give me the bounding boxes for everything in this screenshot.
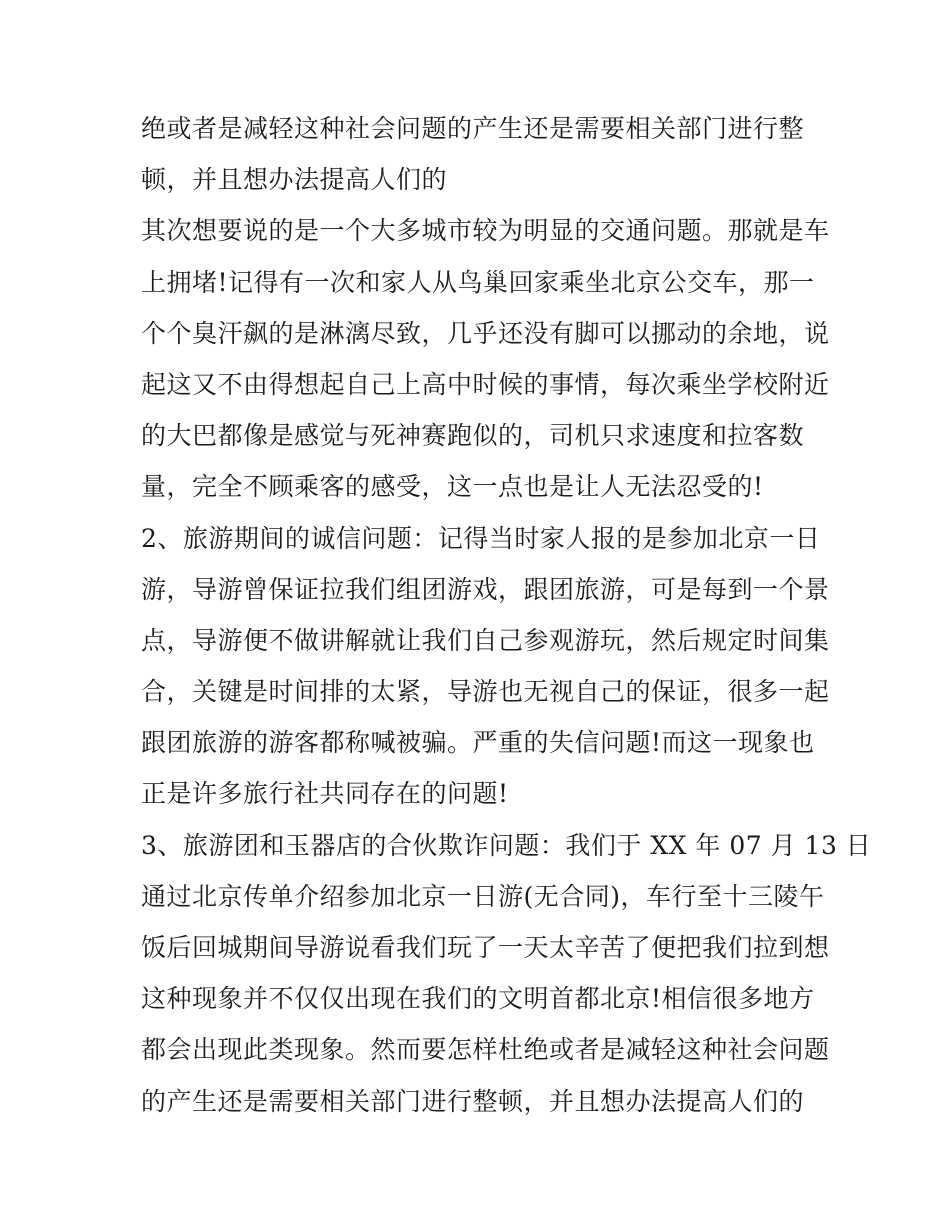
text-line: 绝或者是减轻这种社会问题的产生还是需要相关部门进行整 <box>141 114 805 143</box>
text-line: 这种现象并不仅仅出现在我们的文明首都北京!相信很多地方 <box>141 984 815 1014</box>
text-line: 上拥堵!记得有一次和家人从鸟巢回家乘坐北京公交车，那一 <box>141 267 815 297</box>
text-line: 跟团旅游的游客都称喊被骗。严重的失信问题!而这一现象也 <box>141 728 815 758</box>
text-line: 3、旅游团和玉器店的合伙欺诈问题：我们于 XX 年 07 月 13 日 <box>141 830 872 860</box>
text-line: 的产生还是需要相关部门进行整顿，并且想办法提高人们的 <box>141 1086 805 1116</box>
text-line: 起这又不由得想起自己上高中时候的事情，每次乘坐学校附近 <box>141 369 830 399</box>
text-line: 量，完全不顾乘客的感受，这一点也是让人无法忍受的! <box>141 472 764 502</box>
text-line: 通过北京传单介绍参加北京一日游(无合同)，车行至十三陵午 <box>141 881 825 911</box>
text-line: 个个臭汗飙的是淋漓尽致，几乎还没有脚可以挪动的余地，说 <box>141 318 830 348</box>
text-line: 都会出现此类现象。然而要怎样杜绝或者是减轻这种社会问题 <box>141 1035 830 1065</box>
text-line: 顿，并且想办法提高人们的 <box>141 165 448 195</box>
text-line: 的大巴都像是感觉与死神赛跑似的，司机只求速度和拉客数 <box>141 421 805 451</box>
text-line: 2、旅游期间的诚信问题：记得当时家人报的是参加北京一日 <box>141 523 821 553</box>
text-line: 其次想要说的是一个大多城市较为明显的交通问题。那就是车 <box>141 216 830 246</box>
text-line: 点，导游便不做讲解就让我们自己参观游玩，然后规定时间集 <box>141 625 830 655</box>
text-line: 正是许多旅行社共同存在的问题! <box>141 779 509 809</box>
document-body <box>141 103 872 1127</box>
text-line: 饭后回城期间导游说看我们玩了一天太辛苦了便把我们拉到想 <box>141 933 830 962</box>
text-line: 游，导游曾保证拉我们组团游戏，跟团旅游，可是每到一个景 <box>141 574 830 604</box>
text-line: 合，关键是时间排的太紧，导游也无视自己的保证，很多一起 <box>141 677 830 707</box>
